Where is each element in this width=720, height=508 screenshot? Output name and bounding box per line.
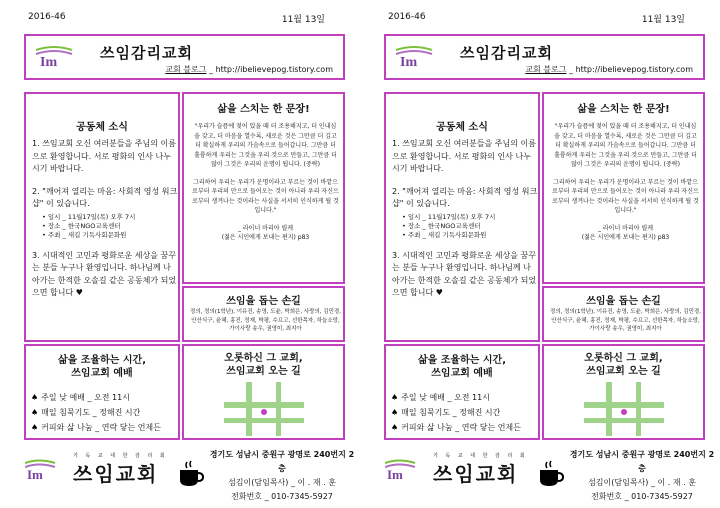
news-item: 3. 시대적인 고민과 평화로운 세상을 꿈꾸는 분들 누구나 환영입니다. 하나님께 나아가는 한적한 오솔길 같은 공동체가 되었으면 합니다 ♥ — [392, 250, 537, 297]
directions-title-line: 쓰임교회 오는 길 — [226, 366, 301, 377]
quote-text — [552, 122, 699, 243]
title-box — [24, 34, 345, 80]
directions-panel — [542, 344, 705, 440]
news-item-details — [42, 213, 178, 240]
svg-text:Im: Im — [400, 55, 418, 68]
bulletin-page-left — [5, 0, 355, 508]
quote-source: (젊은 시인에게 보내는 편지) p83 — [221, 234, 310, 241]
directions-title — [544, 352, 703, 378]
worship-title-line: 삶을 조율하는 시간, — [417, 355, 507, 366]
header-bar — [365, 12, 715, 26]
footer-contact — [569, 448, 715, 504]
worship-item-text: 커피와 삶 나눔 _ 연락 닿는 언제든 — [401, 423, 521, 432]
prayer-names: 정의, 정의(1학년), 이유진, 송영, 도윤, 박희은, 사랑의, 김민경, 안산식구, 윤혜, 홍진, 정재, 박평, 수프고, 선한목자, 하늘소망, 가이사랑 송우, 권영미, 최지아 — [550, 309, 701, 332]
church-name: 쓰임감리교회 — [100, 44, 193, 62]
worship-list — [31, 390, 179, 435]
worship-list — [391, 390, 539, 435]
quote-paragraph: "우리가 슬픔에 젖어 있을 때 더 조용해지고, 더 인내심을 갖고, 더 마음을 열수록, 새로운 것은 그만큼 더 깊고 더 확실하게 우리의 가슴속으로 들어갑니다. 그만큼 더 훌륭하게 우리는 그것을 우리 것으로 만들고, 그만큼 더 많이 그것은 우리의 운명이 됩니다. (중략) — [194, 123, 337, 168]
title-box — [384, 34, 705, 80]
news-detail: • 주최 _ 새길 기독사회문화원 — [402, 230, 487, 239]
directions-panel — [182, 344, 345, 440]
directions-title-line: 오롯하신 그 교회, — [224, 353, 303, 364]
directions-title — [184, 352, 343, 378]
community-news-title: 공동체 소식 — [76, 122, 128, 133]
footer-denomination: 기 독 교 대 한 감 리 회 — [433, 453, 528, 459]
worship-item-text: 매일 침묵기도 _ 정해진 시간 — [41, 408, 141, 417]
news-item: 3. 시대적인 고민과 평화로운 세상을 꿈꾸는 분들 누구나 환영입니다. 하나님께 나아가는 한적한 오솔길 같은 공동체가 되었으면 합니다 ♥ — [32, 250, 177, 297]
quote-panel — [182, 92, 345, 284]
footer-contact — [209, 448, 355, 504]
quote-author: _ 라이너 마리아 릴케 — [237, 224, 294, 232]
phone-number: 전화번호 _ 010-7345-5927 — [231, 492, 333, 501]
community-news-panel — [384, 92, 540, 342]
news-detail: • 일시 _ 11월17일(목) 오후 7시 — [42, 212, 136, 221]
quote-panel — [542, 92, 705, 284]
bulletin-number: 2016-46 — [28, 12, 66, 22]
spade-icon: ♠ — [391, 408, 399, 417]
quote-author: _ 라이너 마리아 릴케 — [597, 224, 654, 232]
svg-text:Im: Im — [27, 467, 43, 480]
worship-title — [386, 354, 538, 380]
phone-number: 전화번호 _ 010-7345-5927 — [591, 492, 693, 501]
pastor-name: 섬김이(담임목사) _ 이 . 재 . 훈 — [588, 478, 696, 487]
svg-text:Im: Im — [387, 467, 403, 480]
prayer-panel — [182, 286, 345, 342]
church-logo-icon — [34, 44, 94, 68]
church-address: 경기도 성남시 중원구 광명로 240번지 2층 — [569, 450, 715, 473]
news-detail: • 장소 _ 한국NGO교육센터 — [402, 221, 481, 230]
news-item: 1. 쓰임교회 오신 여러분들을 주님의 이름으로 환영합니다. 서로 평화의 인사 나누시기 바랍니다. — [392, 139, 536, 173]
quote-title: 삶을 스치는 한 문장! — [217, 104, 310, 115]
worship-item-text: 주일 낮 예배 _ 오전 11시 — [401, 393, 490, 402]
news-detail: • 일시 _ 11월17일(목) 오후 7시 — [402, 212, 496, 221]
church-address: 경기도 성남시 중원구 광명로 240번지 2층 — [209, 450, 355, 473]
worship-item — [31, 420, 179, 435]
worship-title-line: 쓰임교회 예배 — [431, 368, 493, 379]
header-bar — [5, 12, 355, 26]
footer-logo — [25, 452, 195, 486]
prayer-title: 쓰임을 돕는 손길 — [586, 296, 661, 307]
bulletin-number: 2016-46 — [388, 12, 426, 22]
footer-church-name: 쓰임교회 — [73, 462, 159, 486]
worship-item — [391, 390, 539, 405]
worship-item-text: 매일 침묵기도 _ 정해진 시간 — [401, 408, 501, 417]
coffee-cup-icon — [178, 460, 204, 488]
worship-title — [26, 354, 178, 380]
prayer-title: 쓰임을 돕는 손길 — [226, 296, 301, 307]
church-name: 쓰임감리교회 — [460, 44, 553, 62]
quote-paragraph: 그리하여 우리는 우리가 운명이라고 부르는 것이 바깥으로부터 우리의 안으로 들어오는 것이 아니라 우리 자신으로부터 생겨나는 것이라는 사실을 서서히 인식하게 될 것입니다." — [192, 178, 339, 214]
bulletin-date: 11월 13일 — [641, 15, 685, 25]
spade-icon: ♠ — [391, 423, 399, 432]
prayer-panel — [542, 286, 705, 342]
worship-title-line: 쓰임교회 예배 — [71, 368, 133, 379]
blog-url[interactable]: http://ibelievepog.tistory.com — [575, 65, 693, 74]
quote-paragraph: 그리하여 우리는 우리가 운명이라고 부르는 것이 바깥으로부터 우리의 안으로 들어오는 것이 아니라 우리 자신으로부터 생겨나는 것이라는 사실을 서서히 인식하게 될 것입니다." — [552, 178, 699, 214]
worship-title-line: 삶을 조율하는 시간, — [57, 355, 147, 366]
prayer-names: 정의, 정의(1학년), 이유진, 송영, 도윤, 박희은, 사랑의, 김민경, 안산식구, 윤혜, 홍진, 정재, 박평, 수프고, 선한목자, 하늘소망, 가이사랑 송우, 권영미, 최지아 — [190, 309, 341, 332]
blog-label: 교회 블로그 — [525, 65, 567, 74]
church-logo-icon — [25, 458, 69, 480]
community-news-title: 공동체 소식 — [436, 122, 488, 133]
blog-link[interactable]: 교회 블로그 _ http://ibelievepog.tistory.com — [165, 65, 333, 74]
footer-logo — [385, 452, 555, 486]
quote-text — [192, 122, 339, 243]
spade-icon: ♠ — [31, 393, 39, 402]
spade-icon: ♠ — [31, 423, 39, 432]
quote-paragraph: "우리가 슬픔에 젖어 있을 때 더 조용해지고, 더 인내심을 갖고, 더 마음을 열수록, 새로운 것은 그만큼 더 깊고 더 확실하게 우리의 가슴속으로 들어갑니다. 그만큼 더 훌륭하게 우리는 그것을 우리 것으로 만들고, 그만큼 더 많이 그것은 우리의 운명이 됩니다. (중략) — [554, 123, 697, 168]
quote-title: 삶을 스치는 한 문장! — [577, 104, 670, 115]
church-logo-icon — [385, 458, 429, 480]
map-icon — [584, 382, 664, 436]
news-list — [32, 138, 178, 310]
news-item-details — [402, 213, 538, 240]
news-detail: • 주최 _ 새길 기독사회문화원 — [42, 230, 127, 239]
worship-panel — [24, 344, 180, 440]
directions-title-line: 쓰임교회 오는 길 — [586, 366, 661, 377]
footer-denomination: 기 독 교 대 한 감 리 회 — [73, 453, 168, 459]
footer-church-name: 쓰임교회 — [433, 462, 519, 486]
worship-item — [31, 390, 179, 405]
spade-icon: ♠ — [31, 408, 39, 417]
news-list — [392, 138, 538, 310]
bulletin-page-right — [365, 0, 715, 508]
church-logo-icon — [394, 44, 454, 68]
news-item: 2. "깨어져 열리는 마음: 사회적 영성 워크샵" 이 있습니다. — [392, 186, 538, 208]
worship-item — [391, 405, 539, 420]
worship-item — [31, 405, 179, 420]
news-item: 1. 쓰임교회 오신 여러분들을 주님의 이름으로 환영합니다. 서로 평화의 인사 나누시기 바랍니다. — [32, 139, 176, 173]
blog-url[interactable]: http://ibelievepog.tistory.com — [215, 65, 333, 74]
community-news-panel — [24, 92, 180, 342]
spade-icon: ♠ — [391, 393, 399, 402]
pastor-name: 섬김이(담임목사) _ 이 . 재 . 훈 — [228, 478, 336, 487]
bulletin-date: 11월 13일 — [281, 15, 325, 25]
blog-label: 교회 블로그 — [165, 65, 207, 74]
map-icon — [224, 382, 304, 436]
coffee-cup-icon — [538, 460, 564, 488]
worship-item-text: 주일 낮 예배 _ 오전 11시 — [41, 393, 130, 402]
worship-item-text: 커피와 삶 나눔 _ 연락 닿는 언제든 — [41, 423, 161, 432]
directions-title-line: 오롯하신 그 교회, — [584, 353, 663, 364]
worship-panel — [384, 344, 540, 440]
blog-link[interactable]: 교회 블로그 _ http://ibelievepog.tistory.com — [525, 65, 693, 74]
worship-item — [391, 420, 539, 435]
svg-text:Im: Im — [40, 55, 58, 68]
news-detail: • 장소 _ 한국NGO교육센터 — [42, 221, 121, 230]
quote-source: (젊은 시인에게 보내는 편지) p83 — [581, 234, 670, 241]
news-item: 2. "깨어져 열리는 마음: 사회적 영성 워크샵" 이 있습니다. — [32, 186, 178, 208]
